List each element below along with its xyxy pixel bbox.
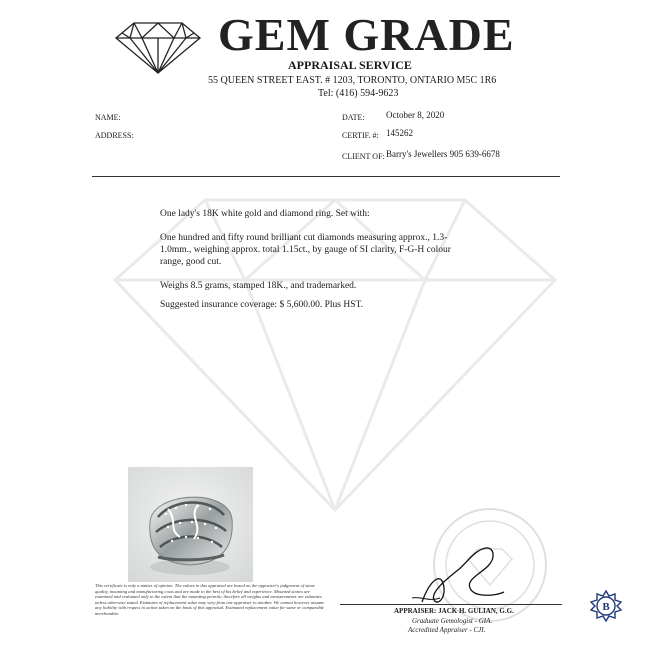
insurance-coverage: Suggested insurance coverage: $ 5,600.00. Plus HST. <box>160 300 363 310</box>
company-subtitle: APPRAISAL SERVICE <box>288 58 412 72</box>
name-label: NAME: <box>95 113 121 122</box>
address-label: ADDRESS: <box>95 131 134 140</box>
b-badge-icon <box>589 589 623 623</box>
client-value: Barry's Jewellers 905 639-6678 <box>386 149 500 159</box>
client-label: CLIENT OF: <box>342 152 385 161</box>
company-phone: Tel: (416) 594-9623 <box>318 88 399 99</box>
description-intro: One lady's 18K white gold and diamond ring. Set with: <box>160 209 370 219</box>
badge-letter: B <box>602 601 610 613</box>
description-weight: Weighs 8.5 grams, stamped 18K., and trademarked. <box>160 281 357 291</box>
diamond-logo-icon <box>114 20 202 75</box>
company-title: GEM GRADE <box>218 9 515 60</box>
date-label: DATE: <box>342 113 365 122</box>
certif-value: 145262 <box>386 128 413 138</box>
appraiser-credential-gia: Graduate Gemologist - GIA. <box>412 617 493 625</box>
date-value: October 8, 2020 <box>386 110 445 120</box>
company-address: 55 QUEEN STREET EAST. # 1203, TORONTO, ONTARIO M5C 1R6 <box>208 75 497 86</box>
header-divider <box>92 176 560 177</box>
certif-label: CERTIF. #: <box>342 131 379 140</box>
ring-photo <box>128 467 253 582</box>
description-diamonds: One hundred and fifty round brilliant cut diamonds measuring approx., 1.3-1.0mm., weighing approx. total 1.15ct., by gauge of SI clarity, F-G-H colour range, good cut. <box>160 233 451 267</box>
signature-line <box>340 604 562 605</box>
appraiser-credential-cji: Accredited Appraiser - CJI. <box>408 626 486 634</box>
disclaimer-text: This certificate is only a matter of opinion. The values in this appraisal are based on the appraiser's judgement of stone quality, mounting and manufacturing costs and are made to the best of his belief and experience. Mounted stones are examined and evaluated only to the extent that the mounting permits; therefore all weights and measurements are estimates unless otherwise stated. Estimates of replacement value may vary from one appraiser to another. We cannot however assume any liability with respect to action taken on the basis of this appraisal. Estimated replacement value for same or comparable merchandise. <box>95 583 325 616</box>
appraiser-name: APPRAISER: JACK H. GULIAN, G.G. <box>394 607 514 615</box>
